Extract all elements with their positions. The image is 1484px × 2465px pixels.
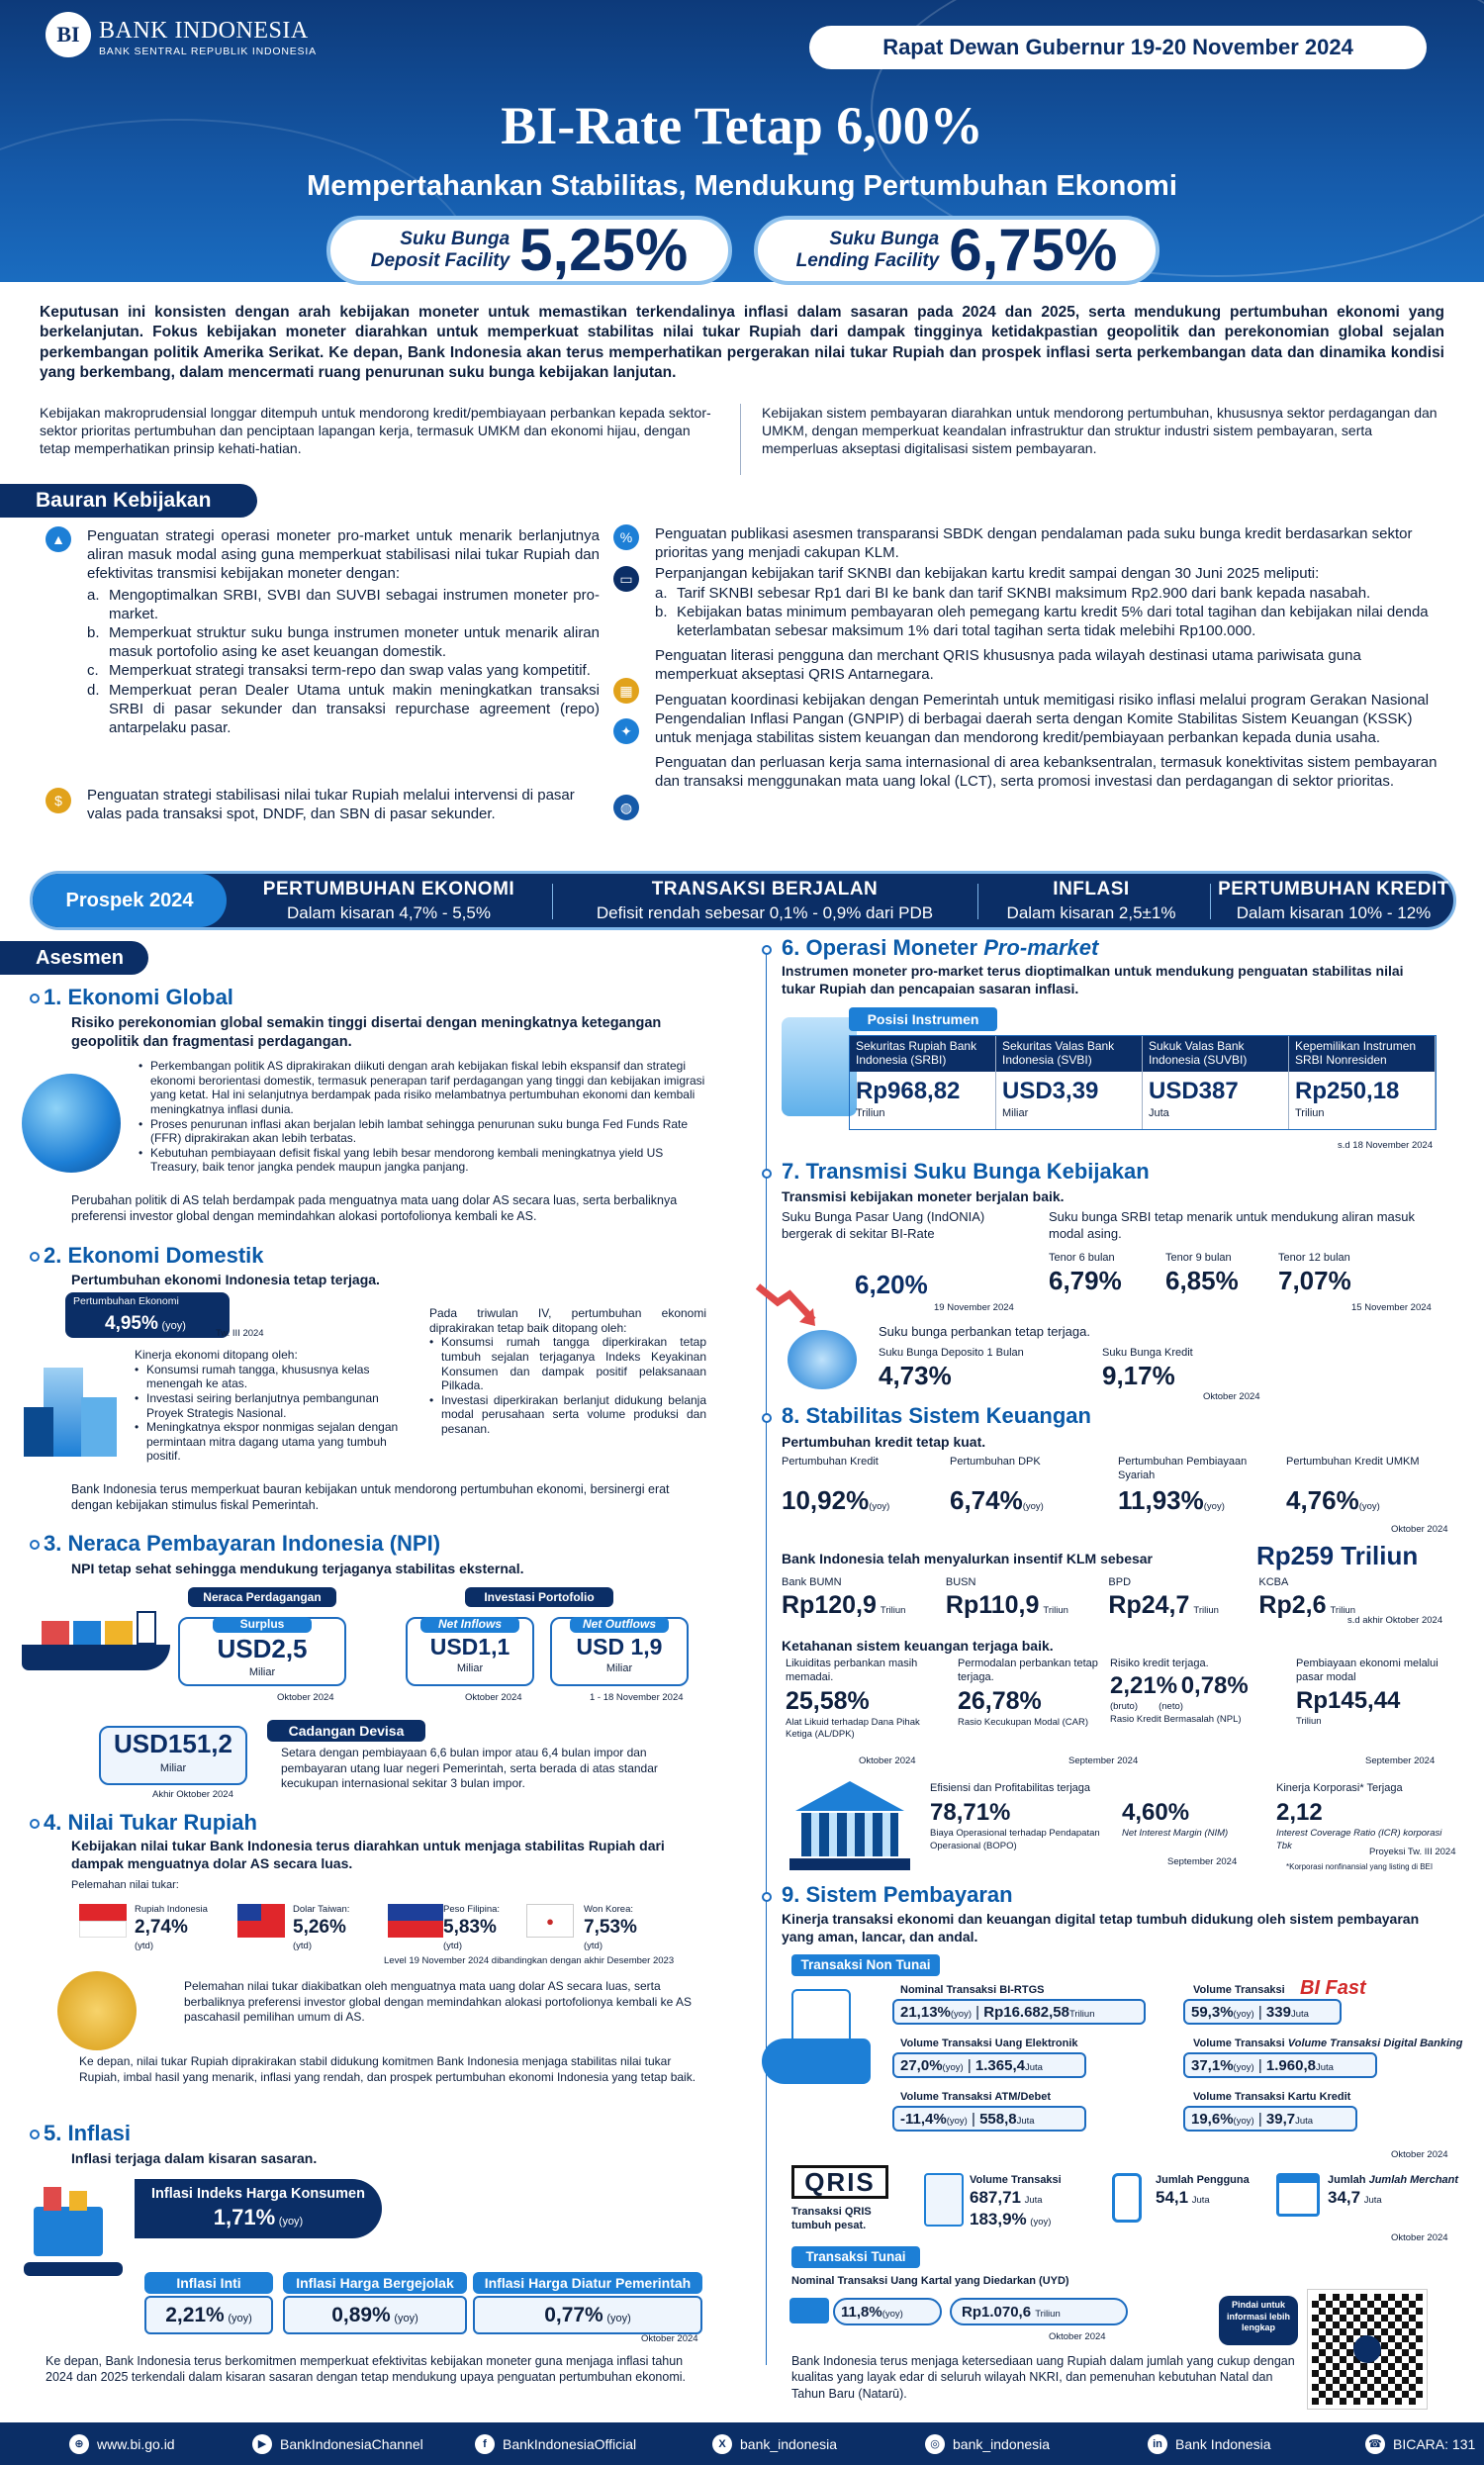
funnel-illustration	[788, 1330, 857, 1389]
s4-para1: Pelemahan nilai tukar diakibatkan oleh menguatnya mata uang dolar AS secara luas, serta berbaliknya preferensi investor global dengan memindahkan alokasi portofolionya kembali ke AS pascahasil pemilihan umum di AS.	[184, 1979, 692, 2025]
kredit: Suku Bunga Kredit 9,17%	[1102, 1347, 1193, 1391]
bifast-box: 59,3%(yoy) | 339Juta	[1183, 1999, 1342, 2025]
klm-row	[782, 1575, 1355, 1622]
prospek-current-account: TRANSAKSI BERJALAN Defisit rendah sebesar 0,1% - 0,9% dari PDB	[596, 879, 934, 922]
list-item: • Konsumsi rumah tangga diperkirakan tetap tumbuh sejalan terjaganya Indeks Keyakinan Konsumen dan dampak positif pelaksanaan Pilkada.	[429, 1335, 706, 1393]
section-ekonomi-domestik: 2. Ekonomi Domestik	[44, 1243, 264, 1268]
klm-item: Bank BUMN Rp120,9 Triliun	[782, 1576, 906, 1620]
deposit-facility-pill: Suku Bunga Deposit Facility 5,25%	[326, 216, 732, 285]
header-banner	[0, 0, 1484, 282]
ship-illustration	[22, 1605, 170, 1684]
uyd-growth-box: 11,8%(yoy)	[833, 2298, 942, 2325]
instrument-col: Sekuritas Rupiah Bank Indonesia (SRBI) Rp968,82 Triliun	[850, 1036, 996, 1129]
tenor-9: Tenor 9 bulan 6,85%	[1165, 1252, 1239, 1296]
klm-item: BUSN Rp110,9 Triliun	[945, 1576, 1068, 1620]
percent-icon: %	[613, 524, 639, 550]
list-item: • Perkembangan politik AS diprakirakan diikuti dengan arah kebijakan fiskal lebih ekspansif dan strategi ekonomi berorientasi domestik, termasuk penerapan tarif perdagangan yang tinggi dan kebijakan imigrasi yang ketat. Hal ini selanjutnya berdampak pada risiko melambatnya pertumbuhan ekonomi dan kembali meningkatnya inflasi dunia.	[139, 1059, 707, 1117]
np-tag: Neraca Perdagangan	[188, 1587, 336, 1607]
s9-closing: Bank Indonesia terus menjaga ketersediaan uang Rupiah dalam jumlah yang cukup dengan kualitas yang layak edar di seluruh wilayah NKRI, dan pemenuhan kebutuhan Natal dan Tahun Baru (Natarū).	[791, 2354, 1295, 2401]
bauran-left: ▲ Penguatan strategi operasi moneter pro-market untuk menarik berlanjutnya aliran masuk modal asing guna memperkuat stabilisasi nilai tukar Rupiah dan efektivitas transmisi kebijakan moneter dengan: a. Mengoptimalkan SRBI, SVBI dan SUVBI sebagai instrumen moneter pro-market. b. Memperkuat struktur suku bunga instrumen moneter untuk menarik aliran masuk portofolio asing ke aset keuangan domestik. c. Memperkuat strategi transaksi term-repo dan swap valas yang kompetitif. d. Memperkuat peran Dealer Utama untuk makin meningkatkan transaksi SRBI di pasar sekunder dan transaksi repurchase agreement (repo) antarpelaku pasar. $ Penguatan strategi stabilisasi nilai tukar Rupiah melalui intervensi di pasar valas pada transaksi spot, DNDF, dan SBN di pasar sekunder.	[46, 526, 600, 737]
qris-merchants: Jumlah Jumlah Merchant 34,7 Juta	[1328, 2174, 1459, 2208]
section-operasi-moneter: 6. Operasi Moneter Pro-market	[782, 935, 1099, 960]
list-item: • Konsumsi rumah tangga, khususnya kelas menengah ke atas.	[135, 1363, 412, 1391]
prospek-credit: PERTUMBUHAN KREDIT Dalam kisaran 10% - 12%	[1218, 879, 1449, 922]
bank-subtitle: BANK SENTRAL REPUBLIK INDONESIA	[99, 46, 317, 57]
kk-box: 19,6%(yoy) | 39,7Juta	[1183, 2106, 1357, 2132]
footer	[0, 2422, 1484, 2465]
phone-icon	[1112, 2173, 1142, 2223]
bifast-logo: BI Fast	[1300, 1977, 1366, 1999]
facebook-icon: f	[475, 2434, 495, 2454]
qr-label: Pindai untuk informasi lebih lengkap	[1219, 2296, 1298, 2345]
lending-facility-pill: Suku Bunga Lending Facility 6,75%	[754, 216, 1159, 285]
permodalan: Permodalan perbankan tetap terjaga. 26,78% Rasio Kecukupan Modal (CAR)	[958, 1658, 1098, 1729]
list-item: • Investasi diperkirakan berlanjut didukung belanja modal perusahaan serta volume produksi dan pesanan.	[429, 1393, 706, 1437]
prospek-growth: PERTUMBUHAN EKONOMI Dalam kisaran 4,7% - 5,5%	[262, 879, 515, 922]
section-inflasi: 5. Inflasi	[44, 2121, 132, 2145]
devisa-tag: Cadangan Devisa	[267, 1720, 425, 1742]
monitor-illustration	[782, 1017, 857, 1116]
nontunai-tag: Transaksi Non Tunai	[791, 1954, 940, 1976]
currency-krw: Won Korea: 7,53% (ytd)	[584, 1904, 637, 1952]
deposit-facility-value: 5,25%	[519, 217, 689, 283]
flag-taiwan-icon	[237, 1904, 285, 1938]
pe-badge: Pertumbuhan Ekonomi 4,95% (yoy)	[65, 1292, 230, 1338]
klm-item: BPD Rp24,7 Triliun	[1108, 1576, 1219, 1620]
indonia-value: 6,20%	[855, 1270, 928, 1299]
nim: 4,60% Net Interest Margin (NIM)	[1122, 1799, 1229, 1840]
bauran-right: % Penguatan publikasi asesmen transparansi SBDK dengan pendalaman pada suku bunga kredit berdasarkan sektor prioritas yang menjadi cakupan KLM. ▭ Perpanjangan kebijakan tarif SKNBI dan kebijakan kartu kredit sampai dengan 30 Juni 2025 meliputi: a. Tarif SKNBI sebesar Rp1 dari BI ke bank dan tarif SKNBI maksimum Rp2.900 dari bank kepada nasabah. b. Kebijakan batas minimum pembayaran oleh pemegang kartu kredit 5% dari total tagihan dan kebijakan nilai denda keterlambatan sebesar maksimum 1% dari total tagihan serta tidak melebihi Rp100.000. ▦ Penguatan literasi pengguna dan merchant QRIS khususnya pada wilayah destinasi utama pariwisata guna memperkuat akseptasi QRIS Antarnegara. ✦ Penguatan koordinasi kebijakan dengan Pemerintah untuk memitigasi risiko inflasi melalui program Gerakan Nasional Pengendalian Inflasi Pangan (GNPIP) di berbagai daerah serta dengan Komite Stabilitas Sistem Keuangan (KSSK) untuk menjaga stabilitas sistem keuangan dan mendorong kredit/pembiayaan perbankan kepada dunia usaha. ◍ Penguatan dan perluasan kerja sama internasional di area kebanksentralan, termasuk konektivitas sistem pembayaran dan transaksi menggunakan mata uang lokal (LCT), serta promosi investasi dan perdagangan di sektor prioritas.	[613, 524, 1444, 791]
s9-lead: Kinerja transaksi ekonomi dan keuangan digital tetap tumbuh didukung oleh sistem pembayaran yang aman, lancar, dan andal.	[782, 1911, 1420, 1945]
instrument-col: Sekuritas Valas Bank Indonesia (SVBI) USD3,39 Miliar	[996, 1036, 1143, 1129]
list-item: • Kebutuhan pembiayaan defisit fiskal yang lebih besar mendorong kembali meningkatnya yield US Treasury, baik tenor jangka pendek maupun jangka panjang.	[139, 1146, 707, 1175]
currency-php: Peso Filipina: 5,83% (ytd)	[443, 1904, 501, 1952]
section-transmisi: 7. Transmisi Suku Bunga Kebijakan	[782, 1159, 1150, 1184]
cart-illustration	[24, 2177, 133, 2282]
s7-lead: Transmisi kebijakan moneter berjalan baik.	[782, 1188, 1065, 1204]
section-ekonomi-global: 1. Ekonomi Global	[44, 985, 233, 1009]
page-title: BI-Rate Tetap 6,00%	[501, 96, 983, 155]
klm-total: Rp259 Triliun	[1256, 1541, 1419, 1570]
prospek-tab: Prospek 2024	[33, 874, 227, 927]
db-box: 37,1%(yoy) | 1.960,8Juta	[1183, 2052, 1377, 2078]
down-arrow-icon	[756, 1282, 825, 1332]
footer-link[interactable]: ☎ BICARA: 131	[1365, 2434, 1475, 2454]
s1-closing: Perubahan politik di AS telah berdampak pada menguatnya mata uang dolar AS secara luas, serta berbaliknya preferensi investor global dengan memindahkan alokasi portofolionya kembali ke AS.	[71, 1193, 678, 1224]
s5-closing: Ke depan, Bank Indonesia terus berkomitmen memperkuat efektivitas kebijakan moneter guna menjaga inflasi tahun 2024 dan 2025 terkendali dalam kisaran sasaran dengan tetap mendukung upaya penguatan pertumbuhan ekonomi.	[46, 2354, 686, 2385]
receipt-icon	[924, 2173, 964, 2227]
s2-lead: Pertumbuhan ekonomi Indonesia tetap terjaga.	[71, 1272, 380, 1287]
payment-system-policy: Kebijakan sistem pembayaran diarahkan untuk mendorong pertumbuhan, khususnya sektor perdagangan dan UMKM, dengan memperkuat keandalan infrastruktur dan struktur industri sistem pembayaran, serta memperluas akseptasi digitalisasi sistem pembayaran.	[762, 405, 1438, 457]
section-sistem-pembayaran: 9. Sistem Pembayaran	[782, 1882, 1013, 1907]
ip-tag: Investasi Portofolio	[465, 1587, 613, 1607]
bicara-icon: ☎	[1365, 2434, 1385, 2454]
payment-illustration	[762, 1989, 890, 2098]
growth-item: Pertumbuhan Kredit UMKM 4,76%(yoy)	[1286, 1456, 1420, 1515]
inflasi-inti: Inflasi Inti 2,21% (yoy)	[144, 2272, 273, 2334]
section-ssk: 8. Stabilitas Sistem Keuangan	[782, 1403, 1091, 1428]
growth-item: Pertumbuhan Kredit 10,92%(yoy)	[782, 1456, 890, 1515]
list-item: • Proses penurunan inflasi akan berjalan lebih lambat sehingga penurunan suku bunga Fed Funds Rate (FFR) diprakirakan akan lebih terbatas.	[139, 1117, 707, 1146]
qris-volume: Volume Transaksi 687,71 Juta 183,9% (yoy)	[970, 2174, 1062, 2229]
inflasi-bergejolak: Inflasi Harga Bergejolak 0,89% (yoy)	[283, 2272, 467, 2334]
bank-name: BANK INDONESIA	[99, 18, 309, 44]
inflasi-diatur: Inflasi Harga Diatur Pemerintah 0,77% (yoy)	[473, 2272, 702, 2334]
qris-logo: QRIS	[791, 2165, 888, 2199]
s8-lead: Pertumbuhan kredit tetap kuat.	[782, 1434, 986, 1450]
footer-link[interactable]: X bank_indonesia	[712, 2434, 837, 2454]
macroprudential-policy: Kebijakan makroprudensial longgar ditempuh untuk mendorong kredit/pembiayaan perbankan kepada sektor-sektor prioritas pertumbuhan dan penciptaan lapangan kerja, termasuk UMKM dan ekonomi hijau, dengan tetap memperhatikan prinsip kehati-hatian.	[40, 405, 711, 457]
page-subtitle: Mempertahankan Stabilitas, Mendukung Pertumbuhan Ekonomi	[307, 170, 1177, 202]
bauran-title: Bauran Kebijakan	[0, 484, 257, 518]
flag-philippines-icon	[388, 1904, 443, 1938]
bauran-item: a. Mengoptimalkan SRBI, SVBI dan SUVBI sebagai instrumen moneter pro-market.	[87, 586, 600, 622]
asesmen-title: Asesmen	[0, 941, 148, 975]
bauran-item: d. Memperkuat peran Dealer Utama untuk makin meningkatkan transaksi SRBI di pasar sekunder dan transaksi repurchase agreement (repo) antarpelaku pasar.	[87, 681, 600, 736]
cash-icon	[789, 2298, 829, 2323]
s1-lead: Risiko perekonomian global semakin tinggi disertai dengan meningkatnya ketegangan geopolitik dan fragmentasi perdagangan.	[71, 1015, 662, 1050]
s2-closing: Bank Indonesia terus memperkuat bauran kebijakan untuk mendorong pertumbuhan ekonomi, bersinergi erat dengan kebijakan stimulus fiskal Pemerintah.	[71, 1482, 670, 1513]
tenor-12: Tenor 12 bulan 7,07%	[1278, 1252, 1351, 1296]
prospek-bar	[30, 871, 1456, 930]
devisa-text: Setara dengan pembiayaan 6,6 bulan impor atau 6,4 bulan impor dan pembayaran utang luar negeri Pemerintah, serta berada di atas standar kecukupan internasional sekitar 3 bulan impor.	[281, 1746, 658, 1791]
meeting-date: Rapat Dewan Gubernur 19-20 November 2024	[809, 26, 1427, 69]
bauran-item: c. Memperkuat strategi transaksi term-repo dan swap valas yang kompetitif.	[87, 662, 591, 680]
currency-twd: Dolar Taiwan: 5,26% (ytd)	[293, 1904, 350, 1952]
qris-users: Jumlah Pengguna 54,1 Juta	[1156, 2174, 1250, 2208]
likuiditas: Likuiditas perbankan masih memadai. 25,58% Alat Likuid terhadap Dana Pihak Ketiga (AL/DPK)	[786, 1658, 920, 1741]
bank-building-illustration	[776, 1781, 924, 1876]
outflow-card: Net Outflows USD 1,9 Miliar	[550, 1617, 689, 1686]
globe-icon: ⊕	[69, 2434, 89, 2454]
uyd-value-box: Rp1.070,6 Triliun	[950, 2298, 1128, 2325]
devisa-card: USD151,2 Miliar	[99, 1726, 247, 1785]
coin-icon: $	[46, 788, 71, 813]
instrument-table	[849, 1035, 1437, 1130]
section-npi: 3. Neraca Pembayaran Indonesia (NPI)	[44, 1531, 441, 1556]
qris-icon: ▦	[613, 678, 639, 704]
icr: 2,12 Interest Coverage Ratio (ICR) korporasi Tbk	[1276, 1799, 1442, 1851]
lending-facility-value: 6,75%	[949, 217, 1118, 283]
surplus-card: Surplus USD2,5 Miliar	[178, 1617, 346, 1686]
currency-idr: Rupiah Indonesia 2,74% (ytd)	[135, 1904, 208, 1952]
section-nilai-tukar: 4. Nilai Tukar Rupiah	[44, 1810, 257, 1835]
pasar-modal: Pembiayaan ekonomi melalui pasar modal Rp145,44 Triliun	[1296, 1658, 1438, 1727]
bauran-item: b. Memperkuat struktur suku bunga instrumen moneter untuk menarik aliran masuk portofolio asing ke aset keuangan domestik.	[87, 623, 600, 661]
qr-code[interactable]	[1308, 2290, 1427, 2409]
instrument-col: Kepemilikan Instrumen SRBI Nonresiden Rp250,18 Triliun	[1289, 1036, 1436, 1129]
ihk-pill: Inflasi Indeks Harga Konsumen 1,71% (yoy)	[135, 2179, 382, 2238]
flag-korea-icon: ●	[526, 1904, 574, 1938]
atm-box: -11,4%(yoy) | 558,8Juta	[892, 2106, 1086, 2132]
footer-link[interactable]: ⊕ www.bi.go.id	[69, 2434, 175, 2454]
list-item: • Meningkatnya ekspor nonmigas sejalan dengan permintaan mitra dagang utama yang tumbuh positif.	[135, 1420, 412, 1464]
risiko-kredit: Risiko kredit terjaga. 2,21% 0,78% (bruto) (neto) Rasio Kredit Bermasalah (NPL)	[1110, 1658, 1249, 1725]
building-illustration	[24, 1368, 119, 1457]
coin-illustration	[57, 1971, 137, 2050]
posisi-instrumen-tag: Posisi Instrumen	[849, 1007, 997, 1031]
chart-icon: ▲	[46, 526, 71, 552]
store-icon	[1276, 2173, 1320, 2217]
globe-icon: ◍	[613, 795, 639, 820]
flag-indonesia-icon	[79, 1904, 127, 1938]
bi-logo-icon: BI	[46, 12, 91, 57]
list-item: • Investasi seiring berlanjutnya pembangunan Proyek Strategis Nasional.	[135, 1391, 412, 1420]
card-icon: ▭	[613, 566, 639, 592]
s5-lead: Inflasi terjaga dalam kisaran sasaran.	[71, 2150, 318, 2166]
footer-link[interactable]: f BankIndonesiaOfficial	[475, 2434, 636, 2454]
growth-row	[782, 1455, 1435, 1518]
youtube-icon: ▶	[252, 2434, 272, 2454]
s4-para2: Ke depan, nilai tukar Rupiah diprakirakan stabil didukung komitmen Bank Indonesia menjaga stabilitas nilai tukar Rupiah, imbal hasil yang menarik, inflasi yang rendah, dan prospek pertumbuhan ekonomi Indonesia yang tetap baik.	[79, 2054, 696, 2084]
tunai-tag: Transaksi Tunai	[791, 2246, 920, 2268]
linkedin-icon: in	[1148, 2434, 1167, 2454]
coordination-icon: ✦	[613, 718, 639, 744]
footer-link[interactable]: in Bank Indonesia	[1148, 2434, 1271, 2454]
growth-item: Pertumbuhan DPK 6,74%(yoy)	[950, 1456, 1044, 1515]
ue-box: 27,0%(yoy) | 1.365,4Juta	[892, 2052, 1086, 2078]
klm-item: KCBA Rp2,6 Triliun	[1258, 1576, 1355, 1620]
s3-lead: NPI tetap sehat sehingga mendukung terjaganya stabilitas eksternal.	[71, 1561, 524, 1576]
footer-link[interactable]: ▶ BankIndonesiaChannel	[252, 2434, 423, 2454]
tenor-6: Tenor 6 bulan 6,79%	[1049, 1252, 1122, 1296]
growth-item: Pertumbuhan Pembiayaan Syariah 11,93%(yoy)	[1118, 1456, 1248, 1515]
bopo: 78,71% Biaya Operasional terhadap Pendapatan Operasional (BOPO)	[930, 1799, 1100, 1851]
rtgs-box: 21,13%(yoy) | Rp16.682,58Triliun	[892, 1999, 1146, 2025]
instagram-icon: ◎	[925, 2434, 945, 2454]
footer-link[interactable]: ◎ bank_indonesia	[925, 2434, 1050, 2454]
s4-lead: Kebijakan nilai tukar Bank Indonesia terus diarahkan untuk menjaga stabilitas Rupiah dari dampak menguatnya dolar AS secara luas.	[71, 1838, 665, 1872]
inflow-card: Net Inflows USD1,1 Miliar	[406, 1617, 534, 1686]
s6-lead: Instrumen moneter pro-market terus dioptimalkan untuk mendukung penguatan stabilitas nilai tukar Rupiah dan pencapaian sasaran inflasi.	[782, 963, 1404, 997]
intro-paragraph: Keputusan ini konsisten dengan arah kebijakan moneter untuk memastikan terkendalinya inflasi dalam sasaran pada 2024 dan 2025, serta mendukung pertumbuhan ekonomi yang berkelanjutan. Fokus kebijakan moneter diarahkan untuk memperkuat stabilitas nilai tukar Rupiah dari dampak tingginya ketidakpastian geopolitik dan perekonomian global sejalan perkembangan politik Amerika Serikat. Ke depan, Bank Indonesia akan terus memperhatikan pergerakan nilai tukar Rupiah dan prospek inflasi serta perkembangan data dan dinamika kondisi yang berkembang, dalam mencermati ruang penurunan suku bunga kebijakan lanjutan.	[40, 304, 1444, 382]
x-icon: X	[712, 2434, 732, 2454]
instrument-col: Sukuk Valas Bank Indonesia (SUVBI) USD387 Juta	[1143, 1036, 1289, 1129]
globe-illustration	[22, 1074, 121, 1173]
deposito: Suku Bunga Deposito 1 Bulan 4,73%	[879, 1347, 1024, 1391]
prospek-inflation: INFLASI Dalam kisaran 2,5±1%	[1006, 879, 1176, 922]
